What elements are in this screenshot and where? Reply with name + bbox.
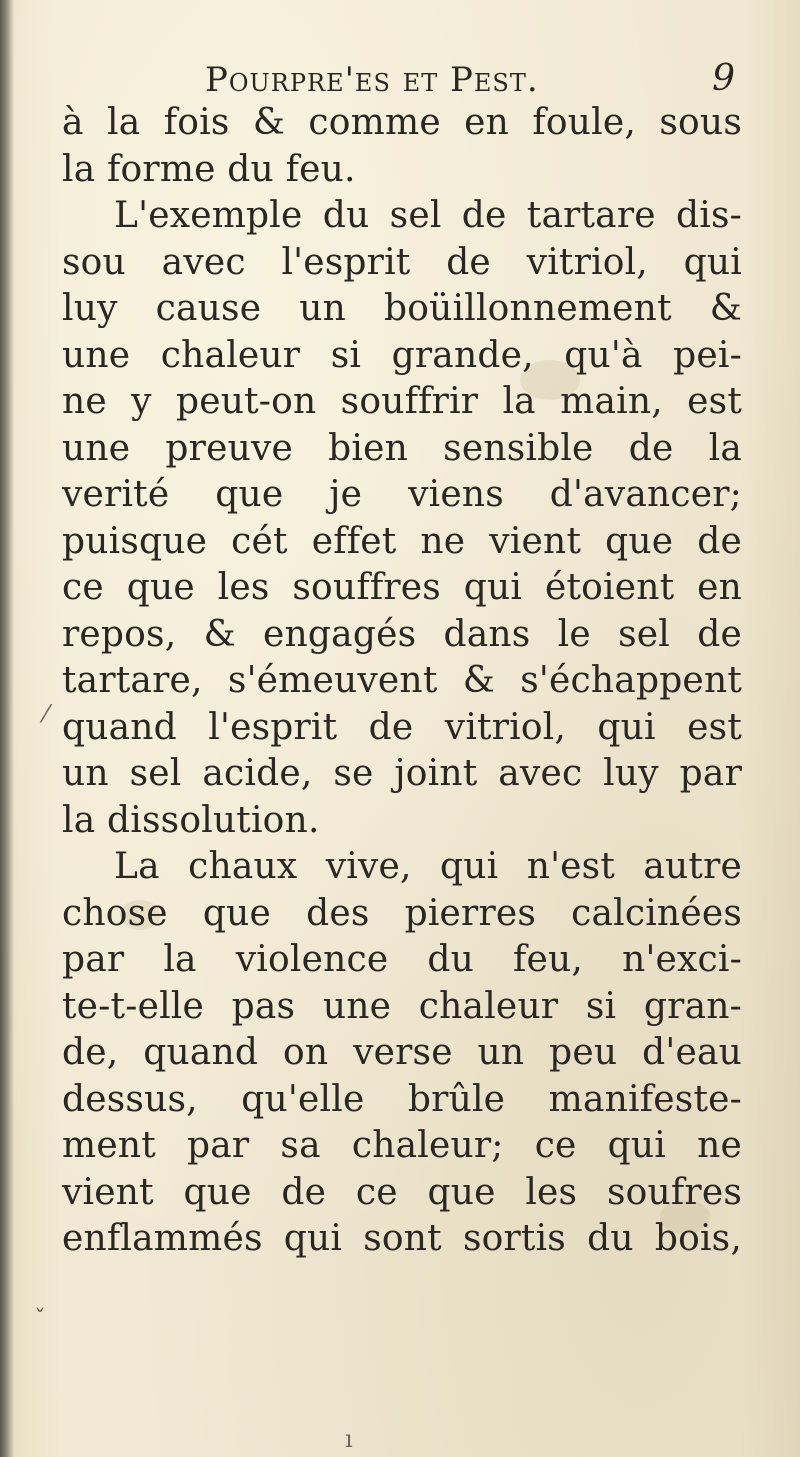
text-line: luy cause un boüillonnement & — [62, 288, 742, 329]
text-line: ment par sa chaleur; ce qui ne — [62, 1125, 742, 1166]
text-line: à la fois & comme en foule, sous — [62, 102, 742, 143]
text-line: la dissolution. — [62, 799, 320, 841]
margin-mark: ˇ — [34, 1305, 46, 1333]
text-line: enflammés qui sont sortis du bois, — [62, 1218, 742, 1259]
text-line: ne y peut-on souffrir la main, est — [62, 381, 742, 422]
text-line: de, quand on verse un peu d'eau — [62, 1032, 742, 1073]
text-line: une preuve bien sensible de la — [62, 427, 742, 469]
text-line: te-t-elle pas une chaleur si gran- — [62, 985, 742, 1027]
running-title: Pourpre'es et Pest. — [205, 60, 539, 100]
paragraph-start-line: L'exemple du sel de tartare dis- — [114, 195, 742, 236]
text-line: chose que des pierres calcinées — [62, 892, 742, 934]
text-line: quand l'esprit de vitriol, qui est — [62, 706, 742, 748]
text-line: repos, & engagés dans le sel de — [62, 613, 742, 655]
text-line: tartare, s'émeuvent & s'échappent — [62, 660, 742, 701]
text-line: ce que les souffres qui étoient en — [62, 567, 742, 608]
text-line: verité que je viens d'avancer; — [62, 474, 742, 515]
text-line: par la violence du feu, n'exci- — [62, 939, 742, 980]
page-number: 9 — [712, 58, 735, 99]
margin-mark: ⁄ — [44, 700, 49, 728]
text-line: une chaleur si grande, qu'à pei- — [62, 334, 742, 376]
body-text — [62, 100, 742, 1263]
text-line: sou avec l'esprit de vitriol, qui — [62, 241, 742, 283]
binding-gutter — [0, 0, 14, 1457]
paragraph-start-line: La chaux vive, qui n'est autre — [114, 846, 742, 887]
text-line: la forme du feu. — [62, 148, 356, 190]
text-line: vient que de ce que les soufres — [62, 1171, 742, 1213]
text-line: dessus, qu'elle brûle manifeste- — [62, 1078, 742, 1120]
text-line: puisque cét effet ne vient que de — [62, 520, 742, 562]
text-line: un sel acide, se joint avec luy par — [62, 753, 742, 794]
margin-mark: ı — [345, 1425, 353, 1453]
